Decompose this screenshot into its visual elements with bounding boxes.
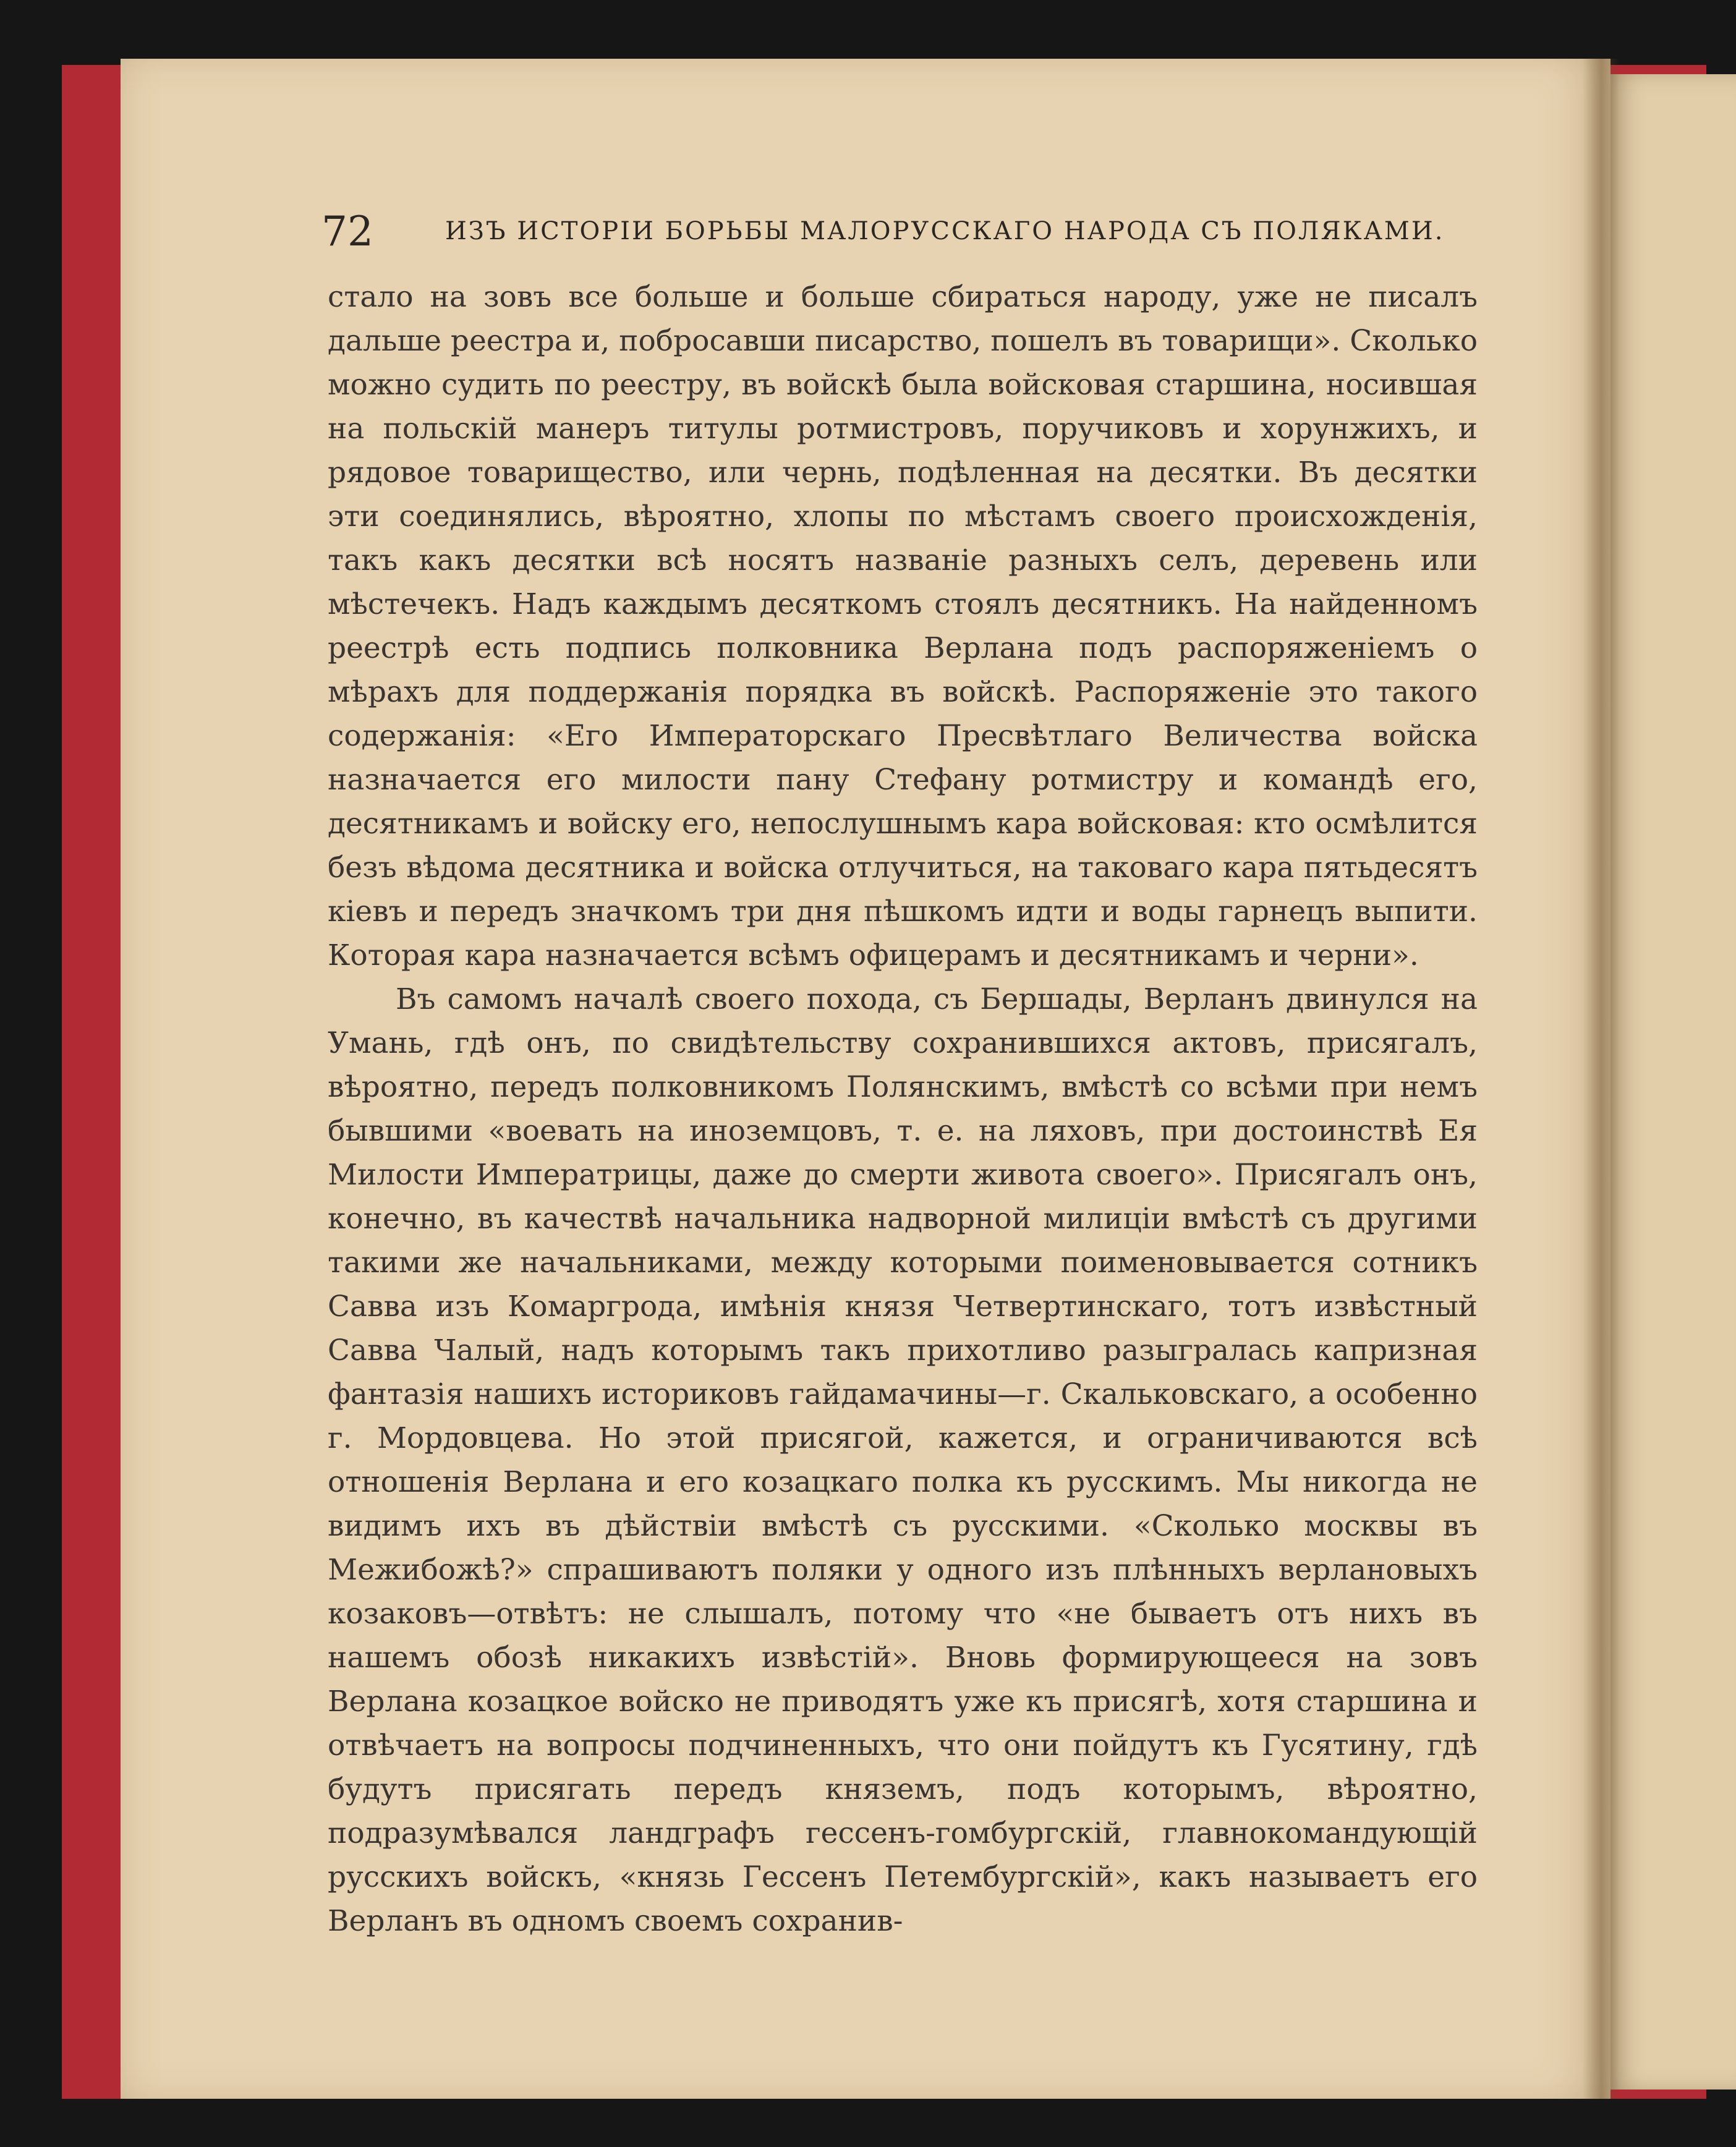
page-body (328, 275, 1478, 1943)
running-title: ИЗЪ ИСТОРІИ БОРЬБЫ МАЛОРУССКАГО НАРОДА СЪ ПОЛЯКАМИ. (445, 217, 1445, 245)
page-gutter-shadow (1583, 59, 1620, 2099)
page-number: 72 (321, 208, 373, 255)
facing-page-edge (1607, 74, 1736, 2090)
paragraph-1: стало на зовъ все больше и больше сбираться народу, уже не писалъ дальше реестра и, побросавши писарство, пошелъ въ товарищи». Сколько можно судить по реестру, въ войскѣ была войсковая старшина, носившая на польскій манеръ титулы ротмистровъ, поручиковъ и хорунжихъ, и рядовое товарищество, или чернь, подѣленная на десятки. Въ десятки эти соединялись, вѣроятно, хлопы по мѣстамъ своего происхожденія, такъ какъ десятки всѣ носятъ названіе разныхъ селъ, деревень или мѣстечекъ. Надъ каждымъ десяткомъ стоялъ десятникъ. На найденномъ реестрѣ есть подпись полковника Верлана подъ распоряженіемъ о мѣрахъ для поддержанія порядка въ войскѣ. Распоряженіе это такого содержанія: «Его Императорскаго Пресвѣтлаго Величества войска назначается его милости пану Стефану ротмистру и командѣ его, десятникамъ и войску его, непослушнымъ кара войсковая: кто осмѣлится безъ вѣдома десятника и войска отлучиться, на таковаго кара пятьдесятъ кіевъ и передъ значкомъ три дня пѣшкомъ идти и воды гарнецъ выпити. Которая кара назначается всѣмъ офицерамъ и десятникамъ и черни». (328, 280, 1478, 972)
page-header (321, 204, 1445, 260)
paragraph-2: Въ самомъ началѣ своего похода, съ Бершады, Верланъ двинулся на Умань, гдѣ онъ, по свидѣтельству сохранившихся актовъ, присягалъ, вѣроятно, передъ полковникомъ Полянскимъ, вмѣстѣ со всѣми при немъ бывшими «воевать на иноземцовъ, т. е. на ляховъ, при достоинствѣ Ея Милости Императрицы, даже до смерти живота своего». Присягалъ онъ, конечно, въ качествѣ начальника надворной милиціи вмѣстѣ съ другими такими же начальниками, между которыми поименовывается сотникъ Савва изъ Комаргрода, имѣнія князя Четвертинскаго, тотъ извѣстный Савва Чалый, надъ которымъ такъ прихотливо разыгралась капризная фантазія нашихъ историковъ гайдамачины—г. Скальковскаго, а особенно г. Мордовцева. Но этой присягой, кажется, и ограничиваются всѣ отношенія Верлана и его козацкаго полка къ русскимъ. Мы никогда не видимъ ихъ въ дѣйствіи вмѣстѣ съ русскими. «Сколько москвы въ Межибожѣ?» спрашиваютъ поляки у одного изъ плѣнныхъ верлановыхъ козаковъ—отвѣтъ: не слышалъ, потому что «не бываетъ отъ нихъ въ нашемъ обозѣ никакихъ извѣстій». Вновь формирующееся на зовъ Верлана козацкое войско не приводятъ уже къ присягѣ, хотя старшина и отвѣчаетъ на вопросы подчиненныхъ, что они пойдутъ къ Гусятину, гдѣ будутъ присягать передъ княземъ, подъ которымъ, вѣроятно, подразумѣвался ландграфъ гессенъ-гомбургскій, главнокомандующій русскихъ войскъ, «князь Гессенъ Петембургскій», какъ называетъ его Верланъ въ одномъ своемъ сохранив- (328, 982, 1478, 1938)
